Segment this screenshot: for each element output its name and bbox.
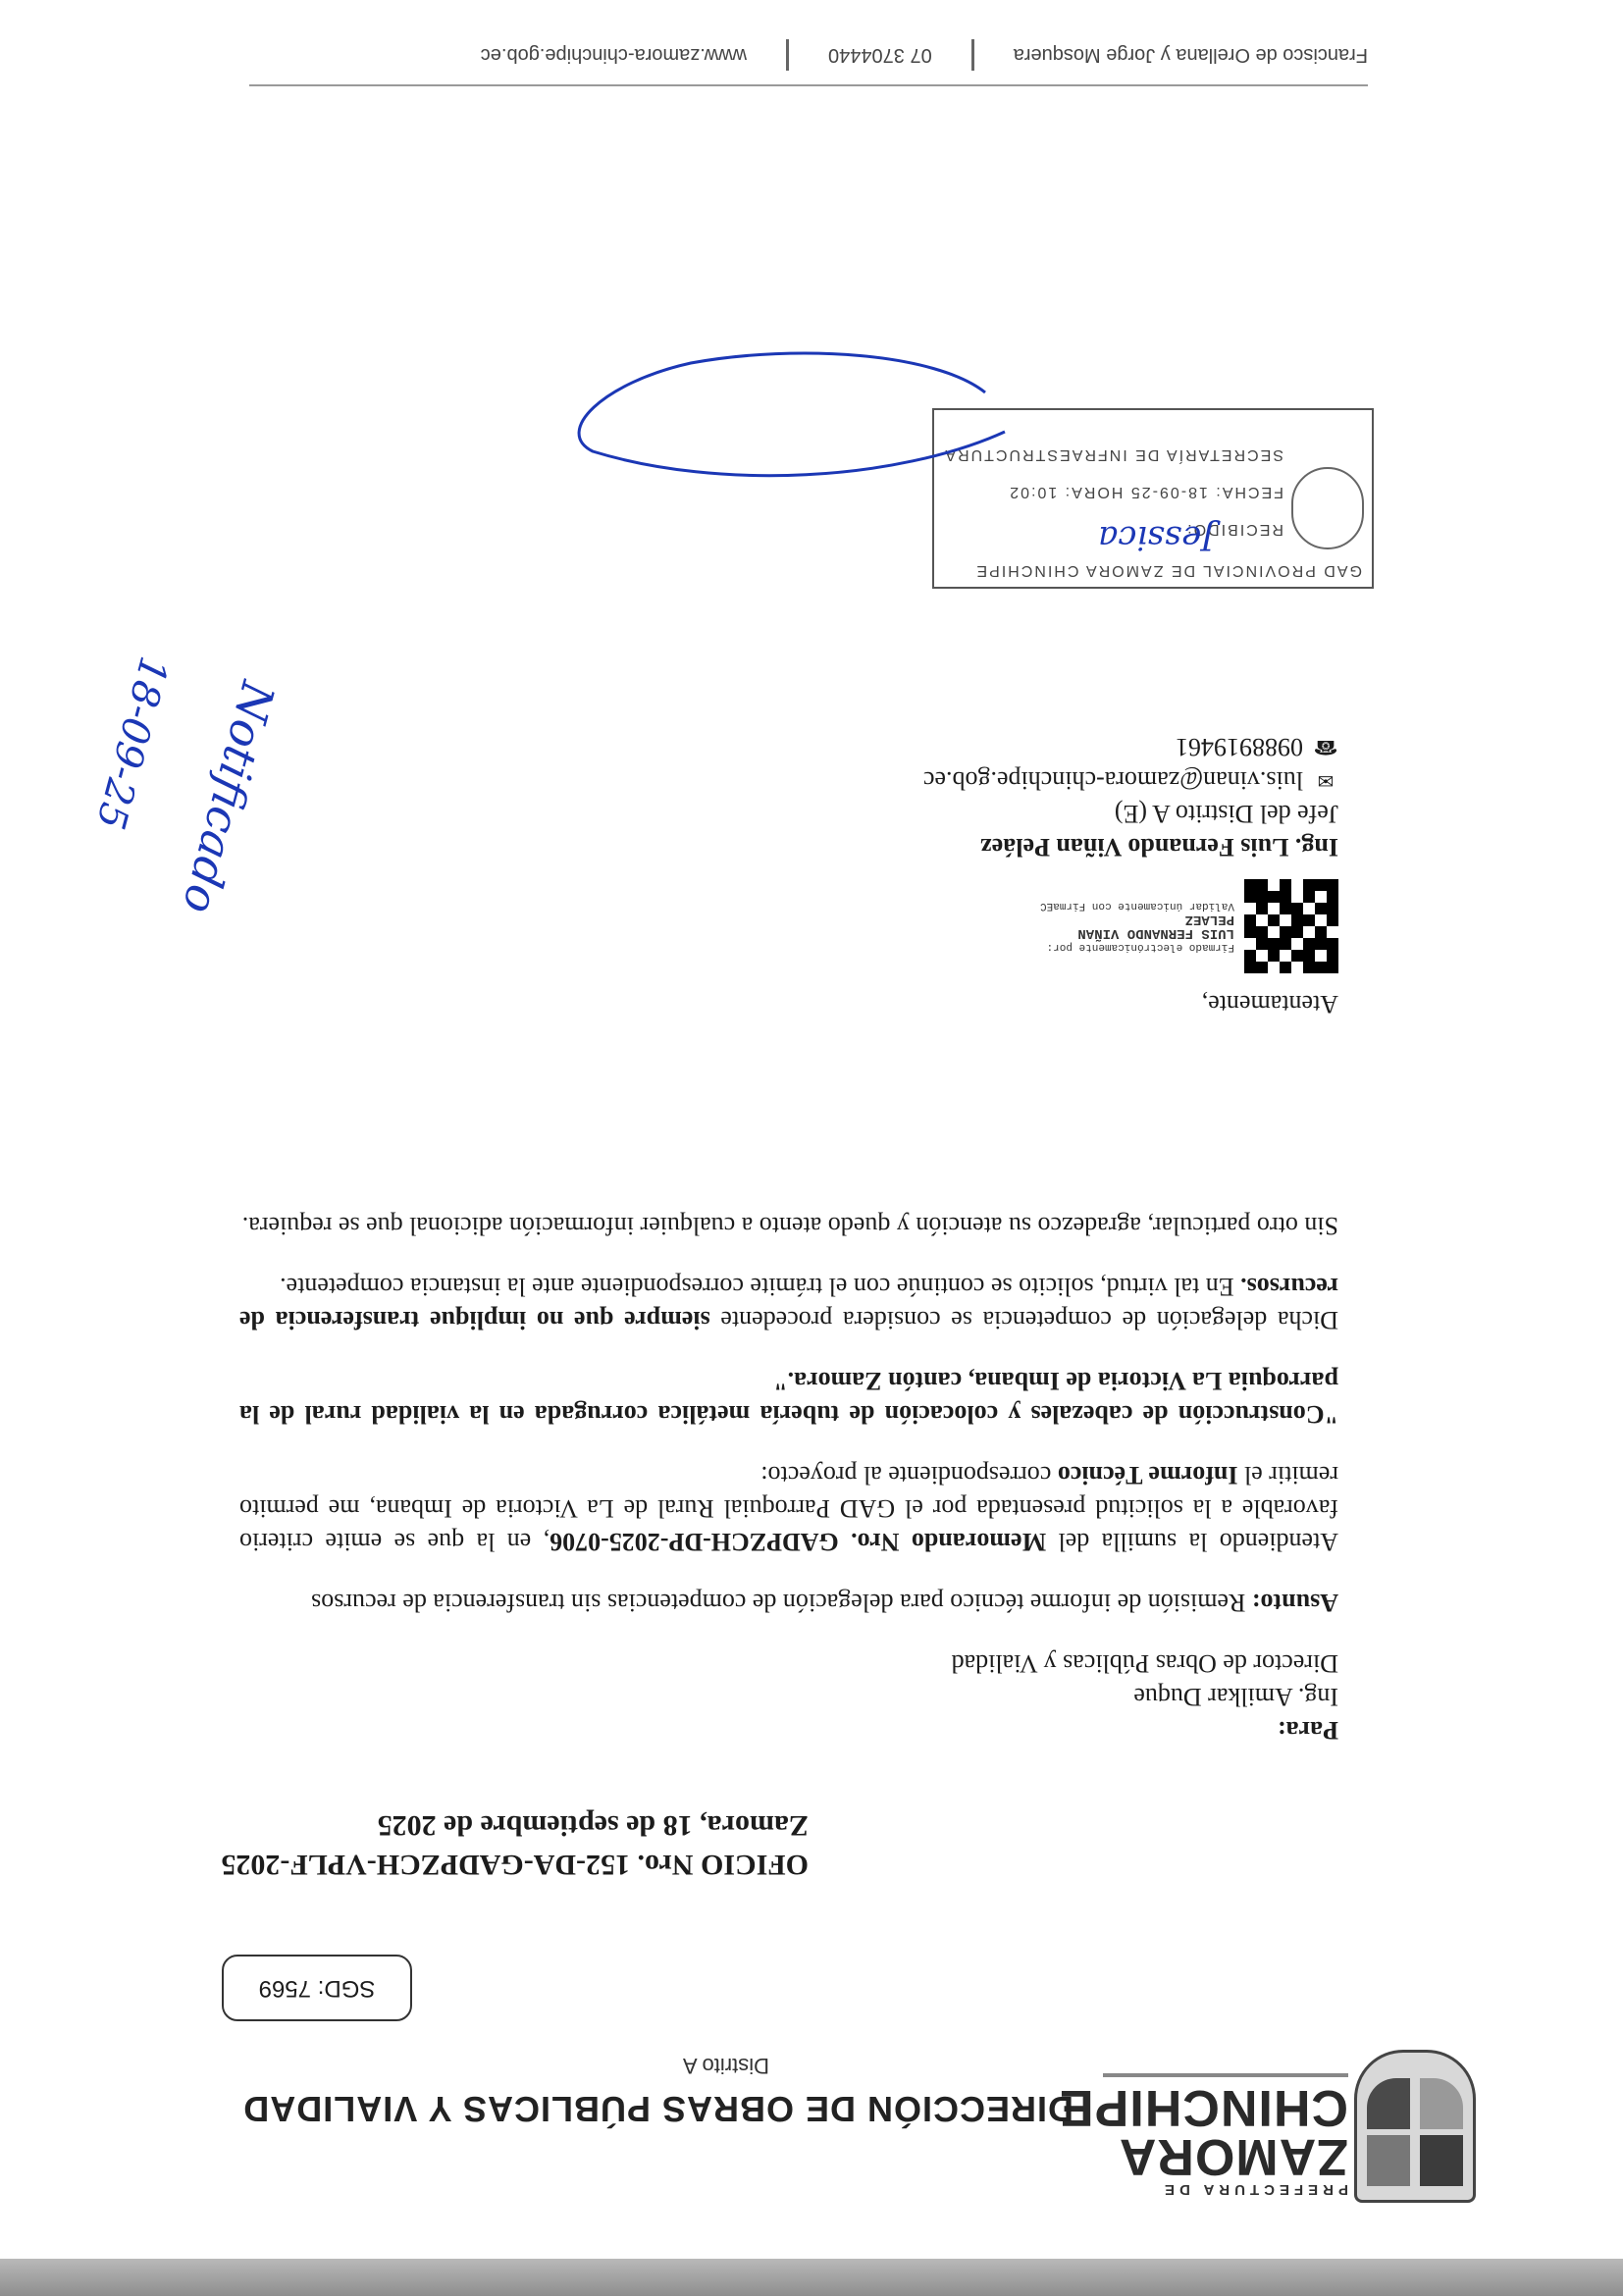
brand-logo [1059, 2073, 1348, 2198]
electronic-signature [923, 879, 1338, 973]
asunto-line [239, 1586, 1338, 1619]
signature-block [923, 730, 1338, 1020]
qr-caption [1040, 899, 1234, 954]
stamp-logo-icon [1291, 467, 1364, 549]
qr-caption-line-4: Validar únicamente con FirmaEC [1039, 900, 1234, 912]
closing: Atentamente, [1201, 990, 1338, 1018]
p2-condition: siempre que no implique transferencia de recursos. [238, 1273, 1338, 1334]
stamp-line-4: SECRETARÍA DE INFRAESTRUCTURA [943, 446, 1283, 463]
phone-icon: ☎ [1313, 736, 1338, 757]
stamp-handwriting: Jessica [1098, 518, 1215, 557]
district-label: Distrito A [682, 2054, 769, 2078]
paragraph-2 [239, 1270, 1338, 1336]
paragraph-3: Sin otro particular, agradezco su atención y quedo atento a cualquier información adicional que se requiera. [241, 1212, 1338, 1240]
paragraph-1 [239, 1458, 1338, 1558]
margin-note-2: 18-09-25 [86, 652, 177, 834]
p2-text-a: Dicha delegación de competencia se considera procedente [709, 1306, 1338, 1334]
oficio-number: OFICIO Nro. 152-DA-GADPZCH-VPLF-2025 [221, 1849, 809, 1881]
qr-caption-line-3: PELAEZ [1184, 912, 1234, 927]
asunto-label: Asunto: [1251, 1589, 1338, 1617]
asunto-text: Remisión de informe técnico para delegación de competencias sin transferencia de recursos [311, 1589, 1246, 1617]
qr-caption-line-1: Firmado electrónicamente por: [1046, 941, 1234, 953]
footer-separator [971, 39, 974, 71]
qr-caption-line-2: LUIS FERNANDO VIÑAN [1077, 925, 1234, 941]
signer-email: luis.vinan@zamora-chinchipe.gob.ec [922, 766, 1303, 795]
stamp-line-2: RECIBIDO: [1185, 521, 1283, 538]
stamp-line-1: GAD PROVINCIAL DE ZAMORA CHINCHIPE [974, 562, 1362, 579]
brand-prefix: PREFECTURA DE [1160, 2181, 1348, 2198]
signer-phone: 0988919461 [1176, 733, 1303, 761]
footer-separator [786, 39, 789, 71]
footer-website: www.zamora-chinchipe.gob.ec [480, 44, 748, 67]
qr-code-icon [1244, 879, 1338, 973]
project-title: "Construcción de cabezales y colocación de tubería metálica corrugada en la vialidad rural de la parroquia La Victoria de Imbana, cantón Zamora." [239, 1367, 1338, 1429]
signer-name: Ing. Luis Fernando Viñan Peláez [980, 833, 1338, 861]
sgd-badge: SGD: 7569 [222, 1955, 412, 2021]
signer-email-row [923, 763, 1338, 797]
brand-line-2: CHINCHIPE [1058, 2079, 1348, 2136]
stamp-line-3: FECHA: 18-09-25 HORA: 10:02 [1008, 484, 1283, 500]
department-name: DIRECCIÓN DE OBRAS PÚBLICAS Y VIALIDAD [242, 2089, 1073, 2129]
p1-text-a: Atendiendo la sumilla del [1046, 1528, 1338, 1556]
letter-body [239, 1209, 1338, 1747]
document-heading [221, 1805, 809, 1884]
document-date: Zamora, 18 de septiembre de 2025 [377, 1809, 809, 1842]
footer-phone: 07 3704440 [828, 44, 932, 67]
page-footer [249, 39, 1368, 86]
informe-tecnico-ref: Informe Técnico [1057, 1461, 1238, 1489]
p1-text-c: , en la que se emite criterio favorable a la solicitud presentada por el GAD Parroquial Rural de La Victoria de Imbana, me permito remitir el [239, 1461, 1338, 1556]
p1-text-e: correspondiente al proyecto: [760, 1461, 1058, 1489]
email-icon: ✉ [1317, 769, 1335, 791]
p2-text-c: En tal virtud, solicito se continúe con el trámite correspondiente ante la instancia competente. [280, 1273, 1241, 1301]
footer-address: Francisco de Orellana y Jorge Mosquera [1013, 44, 1368, 67]
signer-title: Jefe del Distrito A (E) [1114, 800, 1338, 828]
brand-line-1: ZAMORA [1118, 2128, 1348, 2185]
memorando-ref: Memorando Nro. GADPZCH-DP-2025-0706 [550, 1528, 1047, 1556]
recipient-title: Director de Obras Públicas y Vialidad [951, 1649, 1338, 1678]
signer-phone-row [923, 730, 1338, 763]
department-header [242, 2053, 1073, 2129]
provincial-crest-icon [1354, 2050, 1476, 2203]
para-label: Para: [1277, 1716, 1338, 1745]
signature-scribble [563, 334, 1015, 491]
margin-note-1: Notificado [172, 676, 286, 919]
recipient-name: Ing. Amilkar Duque [1133, 1683, 1338, 1711]
scan-edge-bar [0, 2259, 1623, 2296]
